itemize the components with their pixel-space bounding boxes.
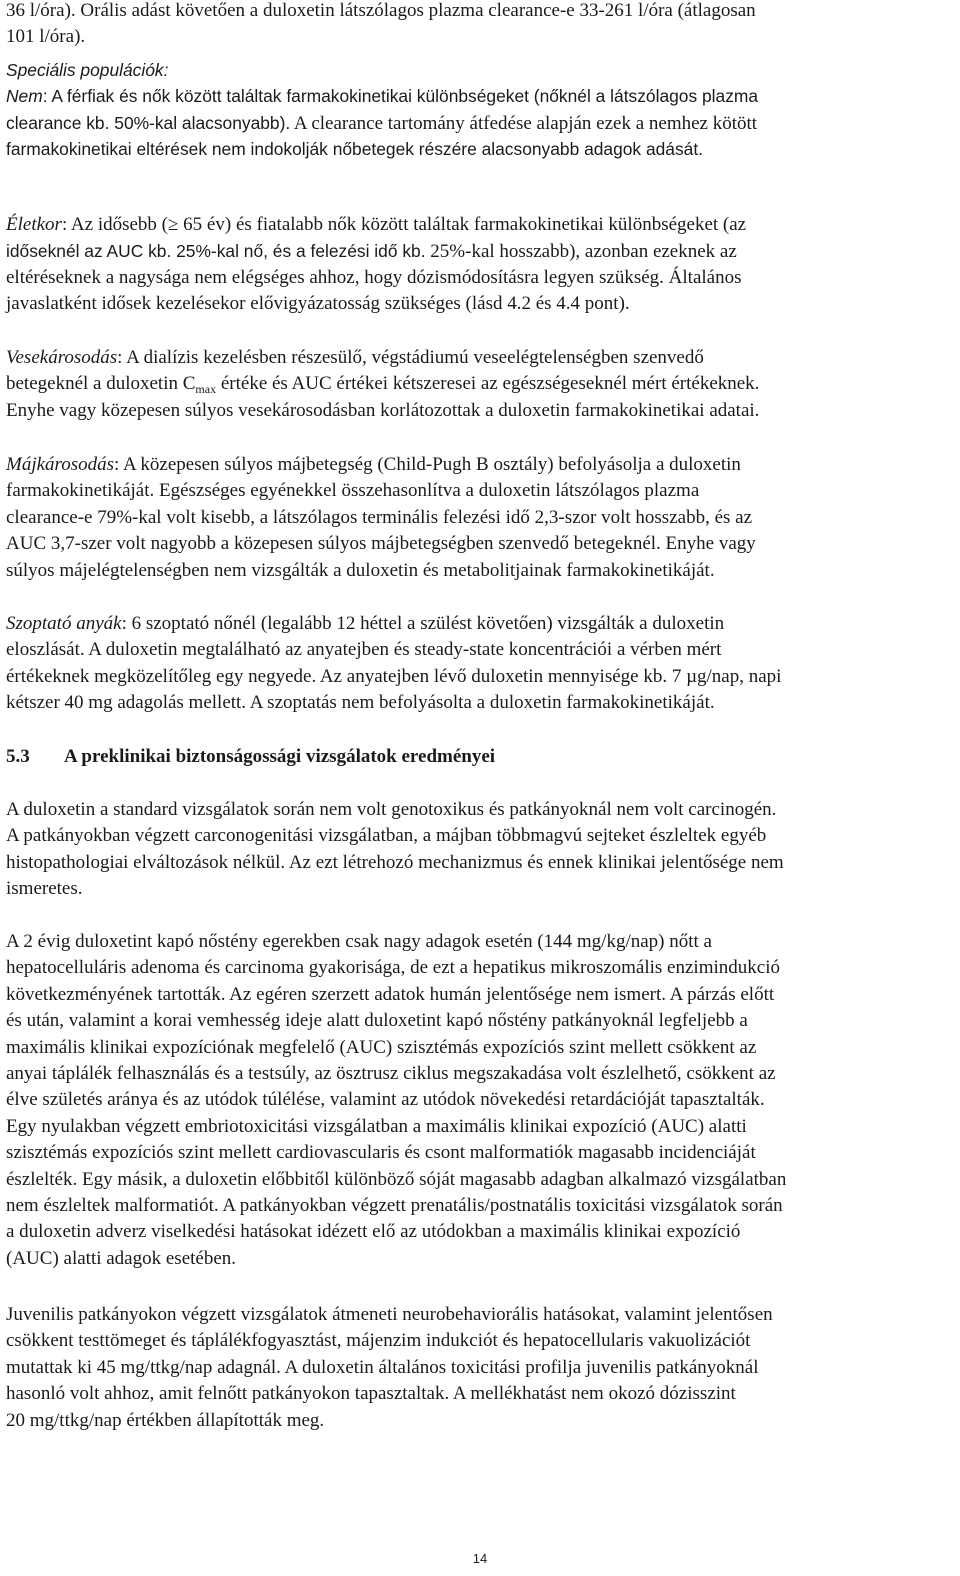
- text-line: időseknél az AUC kb. 25%-kal nő, és a felezési idő kb.: [6, 241, 426, 262]
- renal-label: Vesekárosodás: [6, 347, 118, 368]
- text-line: szisztémás expozíciós szint mellett cardiovascularis és csont malformatiók magasabb incidenciáját: [6, 1142, 756, 1164]
- clearance-paragraph: [6, 0, 950, 51]
- text-line: ismeretes.: [6, 878, 83, 900]
- age-label: Életkor: [6, 214, 62, 235]
- text-line: és után, valamint a korai vemhesség ideje alatt duloxetint kapó nőstény patkányoknál legfeljebb a: [6, 1010, 748, 1032]
- text-line: : Az idősebb (≥ 65 év) és fiatalabb nők között találtak farmakokinetikai különbségeket (az: [61, 214, 747, 235]
- nursing-label: Szoptató anyák: [6, 613, 122, 634]
- text-line: betegeknél a duloxetin C: [6, 373, 196, 395]
- text-line: hepatocelluláris adenoma és carcinoma gyakorisága, de ezt a hepatikus mikroszomális enzimindukció: [6, 957, 780, 979]
- text-line: A duloxetin a standard vizsgálatok során nem volt genotoxikus és patkányoknál nem volt carcinogén.: [6, 799, 777, 820]
- section-number: 5.3: [6, 746, 30, 767]
- text-line: következményének tartották. Az egéren szerzett adatok humán jelentősége nem ismert. A párzás előtt: [6, 983, 775, 1005]
- text-line: csökkent testtömeget és táplálékfogyasztást, májenzim indukciót és hepatocellularis vakuolizációt: [6, 1330, 751, 1352]
- special-populations-paragraph: [6, 57, 950, 163]
- sex-label: Nem: [6, 86, 43, 107]
- renal-paragraph: [6, 345, 950, 424]
- text-line: 101 l/óra).: [6, 26, 86, 48]
- text-line: farmakokinetikáját. Egészséges egyénekkel összehasonlítva a duloxetin látszólagos plazma: [6, 480, 700, 502]
- text-line: Juvenilis patkányokon végzett vizsgálatok átmeneti neurobehaviorális hatásokat, valamint jelentősen: [6, 1304, 773, 1325]
- text-line: Egy nyulakban végzett embriotoxicitási vizsgálatban a maximális klinikai expozíció (AUC) alatti: [6, 1115, 747, 1137]
- special-populations-heading: Speciális populációk:: [6, 60, 169, 80]
- text-line: 20 mg/ttkg/nap értékben állapították meg.: [6, 1409, 325, 1431]
- text-line: clearance-e 79%-kal volt kisebb, a látszólagos terminális felezési idő 2,3-szor volt hosszabb, és az: [6, 506, 753, 528]
- text-line: : A dialízis kezelésben részesülő, végstádiumú veseelégtelenségben szenvedő: [117, 347, 704, 368]
- text-line: súlyos májelégtelenségben nem vizsgálták a duloxetin és metabolitjainak farmakokinetikáját.: [6, 559, 715, 581]
- text-line: észlelték. Egy másik, a duloxetin előbbitől különböző sóját magasabb adagban alkalmazó vizsgálatban: [6, 1168, 787, 1190]
- text-line: a duloxetin adverz viselkedési hatásokat idézett elő az utódokban a maximális klinikai expozíció: [6, 1221, 741, 1243]
- text-line: javaslatként idősek kezelésekor elővigyázatosság szükséges (lásd 4.2 és 4.4 pont).: [6, 293, 630, 315]
- juvenile-paragraph: [6, 1302, 950, 1434]
- reproductive-toxicity-paragraph: [6, 929, 950, 1272]
- text-line: : A közepesen súlyos májbetegség (Child-Pugh B osztály) befolyásolja a duloxetin: [114, 454, 741, 475]
- text-line: eltéréseknek a nagysága nem elégséges ahhoz, hogy dózismódosításra legyen szükség. Általános: [6, 266, 742, 288]
- section-heading: [6, 744, 495, 770]
- genotoxicity-paragraph: [6, 797, 950, 903]
- text-line: anyai táplálék felhasználás és a testsúly, az ösztrusz ciklus megszakadása volt észlelhető, csökkent az: [6, 1062, 776, 1084]
- text-line: értékeknek megközelítőleg egy negyede. Az anyatejben lévő duloxetin mennyisége kb. 7 µg/nap, napi: [6, 665, 782, 687]
- cmax-subscript: max: [195, 382, 217, 397]
- text-line: : 6 szoptató nőnél (legalább 12 héttel a szülést követően) vizsgálták a duloxetin: [121, 613, 725, 634]
- text-line: AUC 3,7-szer volt nagyobb a közepesen súlyos májbetegségben szenvedő betegeknél. Enyhe vagy: [6, 533, 756, 555]
- text-line: 25%-kal hosszabb), azonban ezeknek az: [425, 241, 737, 263]
- nursing-paragraph: [6, 611, 950, 717]
- text-line: (AUC) alatti adagok esetében.: [6, 1247, 237, 1269]
- text-line: értéke és AUC értékei kétszeresei az egészségeseknél mért értékeknek.: [216, 373, 760, 395]
- text-line: élve születés aránya és az utódok túlélése, valamint az utódok növekedési retardációját tapasztalták.: [6, 1089, 765, 1111]
- text-line: farmakokinetikai eltérések nem indokolják nőbetegek részére alacsonyabb adagok adását.: [6, 139, 704, 160]
- text-line: eloszlását. A duloxetin megtalálható az anyatejben és steady-state koncentrációi a vérben mért: [6, 639, 722, 661]
- text-line: A patkányokban végzett carconogenitási vizsgálatban, a májban többmagvú sejteket észleltek egyéb: [6, 825, 767, 847]
- text-line: maximális klinikai expozíciónak megfelelő (AUC) szisztémás expozíciós szint mellett csökkent az: [6, 1036, 757, 1058]
- text-line: 36 l/óra). Orális adást követően a duloxetin látszólagos plazma clearance-e 33-261 l/óra (átlagosan: [6, 0, 756, 21]
- text-line: histopathologiai elváltozások nélkül. Az ezt létrehozó mechanizmus és ennek klinikai jelentősége nem: [6, 851, 784, 873]
- hepatic-paragraph: [6, 452, 950, 584]
- text-line: hasonló volt ahhoz, amit felnőtt patkányokon tapasztaltak. A mellékhatást nem okozó dózisszint: [6, 1383, 736, 1405]
- text-line: kétszer 40 mg adagolás mellett. A szoptatás nem befolyásolta a duloxetin farmakokinetikáját.: [6, 692, 715, 714]
- section-title: A preklinikai biztonságossági vizsgálatok eredményei: [64, 746, 496, 767]
- text-line: nem észleltek malformatiót. A patkányokban végzett prenatális/postnatális toxicitási vizsgálatok során: [6, 1194, 783, 1216]
- text-line: Enyhe vagy közepesen súlyos vesekárosodásban korlátozottak a duloxetin farmakokinetikai adatai.: [6, 399, 760, 421]
- text-line: A clearance tartomány átfedése alapján ezek a nemhez kötött: [290, 112, 758, 134]
- text-line: A 2 évig duloxetint kapó nőstény egerekben csak nagy adagok esetén (144 mg/kg/nap) nőtt a: [6, 931, 712, 952]
- page-number: 14: [472, 1551, 488, 1566]
- age-paragraph: [6, 212, 950, 318]
- text-line: clearance kb. 50%-kal alacsonyabb).: [6, 112, 291, 133]
- hepatic-label: Májkárosodás: [6, 454, 115, 475]
- text-line: : A férfiak és nők között találtak farmakokinetikai különbségeket (nőknél a látszólagos plazma: [42, 86, 759, 107]
- text-line: mutattak ki 45 mg/ttkg/nap adagnál. A duloxetin általános toxicitási profilja juvenilis patkányoknál: [6, 1356, 759, 1378]
